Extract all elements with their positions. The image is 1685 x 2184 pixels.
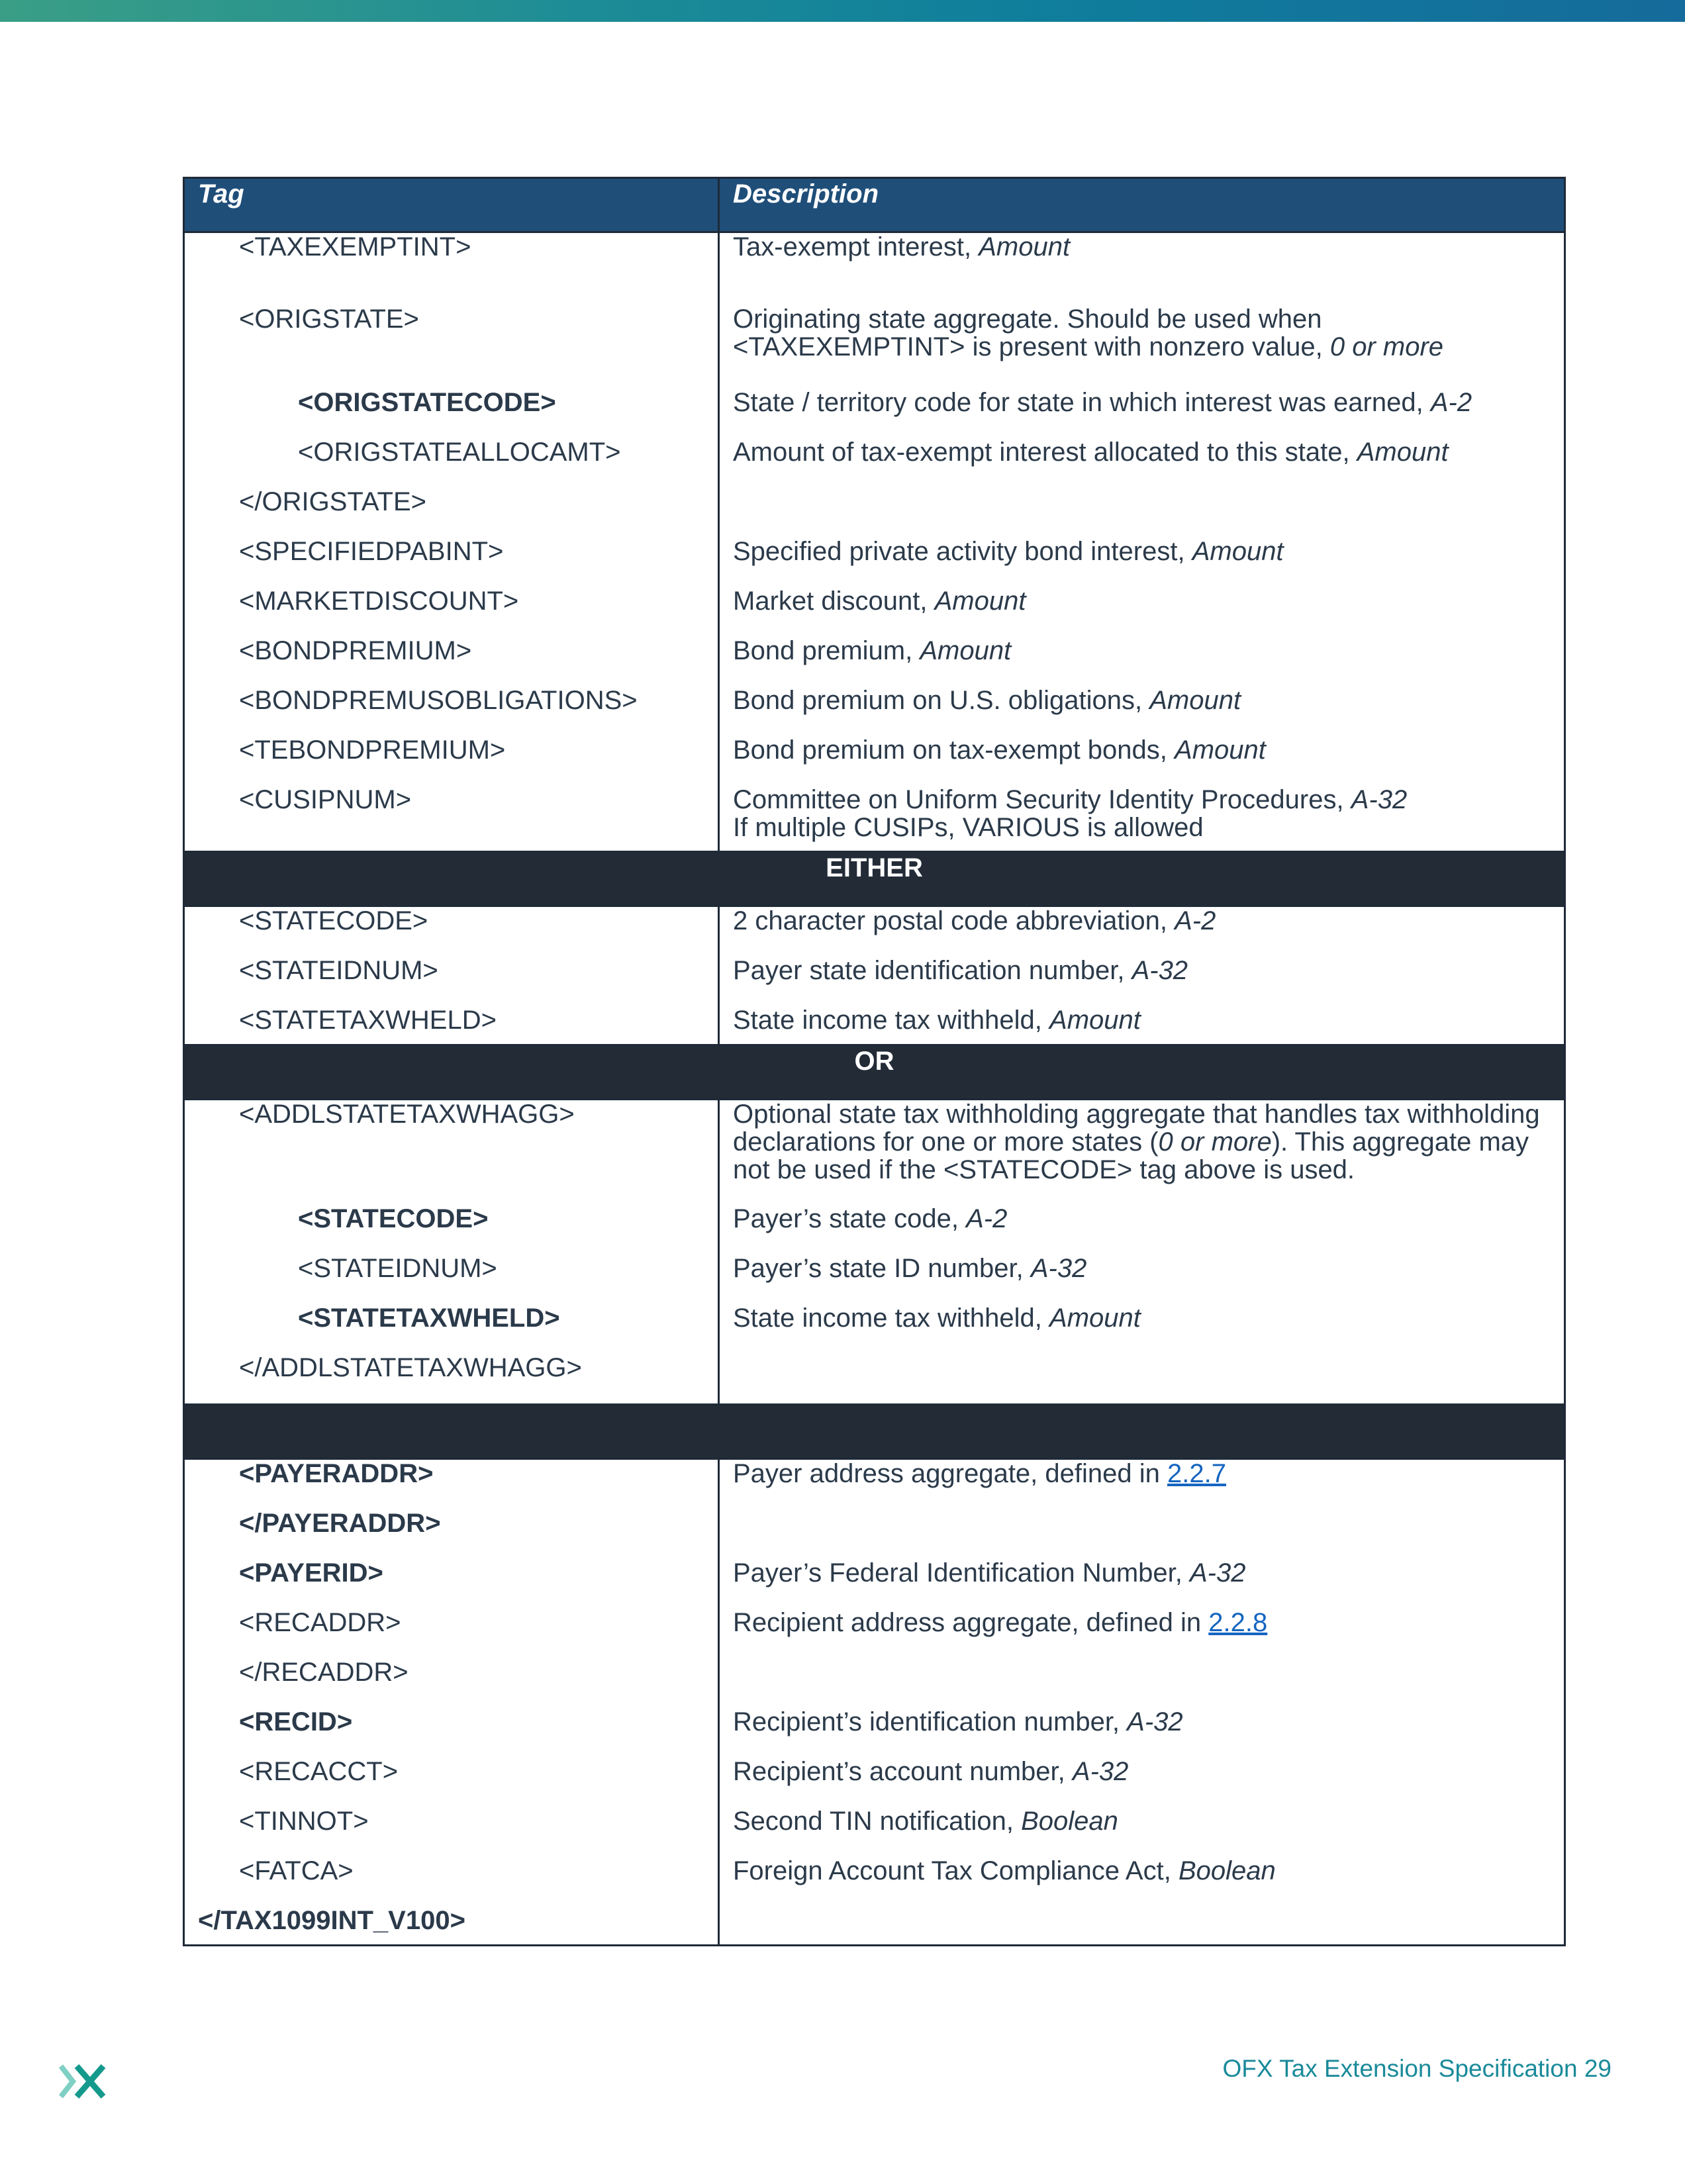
description-cell: Tax-exempt interest, Amount xyxy=(719,232,1565,283)
top-gradient-bar xyxy=(0,0,1685,22)
or-label: OR xyxy=(184,1045,1565,1100)
table-row xyxy=(184,786,1565,852)
or-separator xyxy=(184,1045,1565,1100)
description-cell: Originating state aggregate. Should be used when <TAXEXEMPTINT> is present with nonzero value, 0 or more xyxy=(719,283,1565,366)
tag-cell: <STATETAXWHELD> xyxy=(184,1006,719,1045)
tag-cell: <PAYERADDR> xyxy=(184,1459,719,1510)
description-line: Optional state tax withholding aggregate that handles tax withholding declarations for one or more states (0 or more). This aggregate may not be used if the <STATECODE> tag above is used. xyxy=(733,1100,1540,1184)
tag-cell: <TEBONDPREMIUM> xyxy=(184,736,719,786)
description-cell: Payer state identification number, A-32 xyxy=(719,957,1565,1006)
either-label: EITHER xyxy=(184,852,1565,906)
description-cell: Bond premium, Amount xyxy=(719,637,1565,687)
section-link-2-2-7[interactable]: 2.2.7 xyxy=(1167,1459,1226,1488)
description-cell: Amount of tax-exempt interest allocated to this state, Amount xyxy=(719,438,1565,488)
description-cell: Bond premium on tax-exempt bonds, Amount xyxy=(719,736,1565,786)
tag-cell: <STATECODE> xyxy=(184,906,719,957)
section-link-2-2-8[interactable]: 2.2.8 xyxy=(1208,1608,1268,1637)
table-row xyxy=(184,1807,1565,1857)
table-row xyxy=(184,736,1565,786)
table-row xyxy=(184,1907,1565,1946)
table-row xyxy=(184,488,1565,538)
tag-cell: <RECADDR> xyxy=(184,1609,719,1658)
tag-cell: </TAX1099INT_V100> xyxy=(184,1907,719,1946)
table-row xyxy=(184,687,1565,736)
table-row xyxy=(184,1509,1565,1559)
table-header xyxy=(184,178,1565,232)
table-row xyxy=(184,438,1565,488)
description-cell: Committee on Uniform Security Identity Procedures, A-32 If multiple CUSIPs, VARIOUS is allowed xyxy=(719,786,1565,852)
tag-cell: <SPECIFIEDPABINT> xyxy=(184,538,719,587)
description-cell: Foreign Account Tax Compliance Act, Boolean xyxy=(719,1857,1565,1907)
table-row xyxy=(184,1708,1565,1758)
ofx-x-logo-icon xyxy=(58,2062,107,2101)
table-row xyxy=(184,1857,1565,1907)
table-row xyxy=(184,906,1565,957)
tag-cell: <TAXEXEMPTINT> xyxy=(184,232,719,283)
description-line: State income tax withheld, Amount xyxy=(733,1304,1141,1333)
tag-cell: </RECADDR> xyxy=(184,1658,719,1708)
tag-line: <STATECODE> xyxy=(298,1204,489,1233)
table-row xyxy=(184,538,1565,587)
tag-cell: <CUSIPNUM> xyxy=(184,786,719,852)
table-row xyxy=(184,1758,1565,1807)
tag-cell: <STATEIDNUM> xyxy=(184,957,719,1006)
description-cell: Market discount, Amount xyxy=(719,587,1565,637)
tag-cell: <TINNOT> xyxy=(184,1807,719,1857)
tag-line: <ADDLSTATETAXWHAGG> xyxy=(239,1100,575,1129)
table-row xyxy=(184,283,1565,366)
table-row xyxy=(184,587,1565,637)
description-cell-group xyxy=(719,1100,1565,1405)
description-cell: State income tax withheld, Amount xyxy=(719,1006,1565,1045)
table-row xyxy=(184,1609,1565,1658)
tag-cell: <BONDPREMIUM> xyxy=(184,637,719,687)
tag-cell: <BONDPREMUSOBLIGATIONS> xyxy=(184,687,719,736)
table-row xyxy=(184,232,1565,283)
tag-cell: <PAYERID> xyxy=(184,1559,719,1609)
description-cell: Specified private activity bond interest, Amount xyxy=(719,538,1565,587)
tag-cell: <MARKETDISCOUNT> xyxy=(184,587,719,637)
footer-page-label: OFX Tax Extension Specification 29 xyxy=(1222,2055,1612,2082)
table-row xyxy=(184,366,1565,438)
tag-cell: <RECID> xyxy=(184,1708,719,1758)
either-separator xyxy=(184,852,1565,906)
tag-cell: <RECACCT> xyxy=(184,1758,719,1807)
table-row xyxy=(184,957,1565,1006)
header-description: Description xyxy=(719,178,1565,232)
description-cell: Payer’s Federal Identification Number, A-32 xyxy=(719,1559,1565,1609)
description-line: Payer’s state code, A-2 xyxy=(733,1204,1008,1233)
table-row xyxy=(184,1100,1565,1405)
table-row xyxy=(184,1658,1565,1708)
table-row xyxy=(184,1006,1565,1045)
tag-line: <STATETAXWHELD> xyxy=(298,1304,560,1333)
tag-line: </ADDLSTATETAXWHAGG> xyxy=(239,1353,582,1382)
description-cell xyxy=(719,488,1565,538)
tag-cell: </PAYERADDR> xyxy=(184,1509,719,1559)
description-cell: State / territory code for state in which interest was earned, A-2 xyxy=(719,366,1565,438)
header-tag: Tag xyxy=(184,178,719,232)
table-row xyxy=(184,1459,1565,1510)
tag-cell: <ORIGSTATEALLOCAMT> xyxy=(184,438,719,488)
description-cell xyxy=(719,1658,1565,1708)
tag-cell: <ORIGSTATECODE> xyxy=(184,366,719,438)
description-cell: Recipient’s account number, A-32 xyxy=(719,1758,1565,1807)
description-cell: Recipient’s identification number, A-32 xyxy=(719,1708,1565,1758)
blank-separator xyxy=(184,1405,1565,1459)
tag-description-table xyxy=(183,177,1566,1946)
description-cell: Payer address aggregate, defined in 2.2.7 xyxy=(719,1459,1565,1510)
description-cell: Bond premium on U.S. obligations, Amount xyxy=(719,687,1565,736)
table-row xyxy=(184,637,1565,687)
description-cell: Recipient address aggregate, defined in 2.2.8 xyxy=(719,1609,1565,1658)
tag-cell: <ORIGSTATE> xyxy=(184,283,719,366)
tag-cell-group xyxy=(184,1100,719,1405)
tag-cell: <FATCA> xyxy=(184,1857,719,1907)
description-cell xyxy=(719,1509,1565,1559)
description-line: Payer’s state ID number, A-32 xyxy=(733,1254,1087,1283)
description-cell: Second TIN notification, Boolean xyxy=(719,1807,1565,1857)
description-cell: 2 character postal code abbreviation, A-2 xyxy=(719,906,1565,957)
description-cell xyxy=(719,1907,1565,1946)
tag-cell: </ORIGSTATE> xyxy=(184,488,719,538)
table-row xyxy=(184,1559,1565,1609)
tag-line: <STATEIDNUM> xyxy=(298,1254,497,1283)
